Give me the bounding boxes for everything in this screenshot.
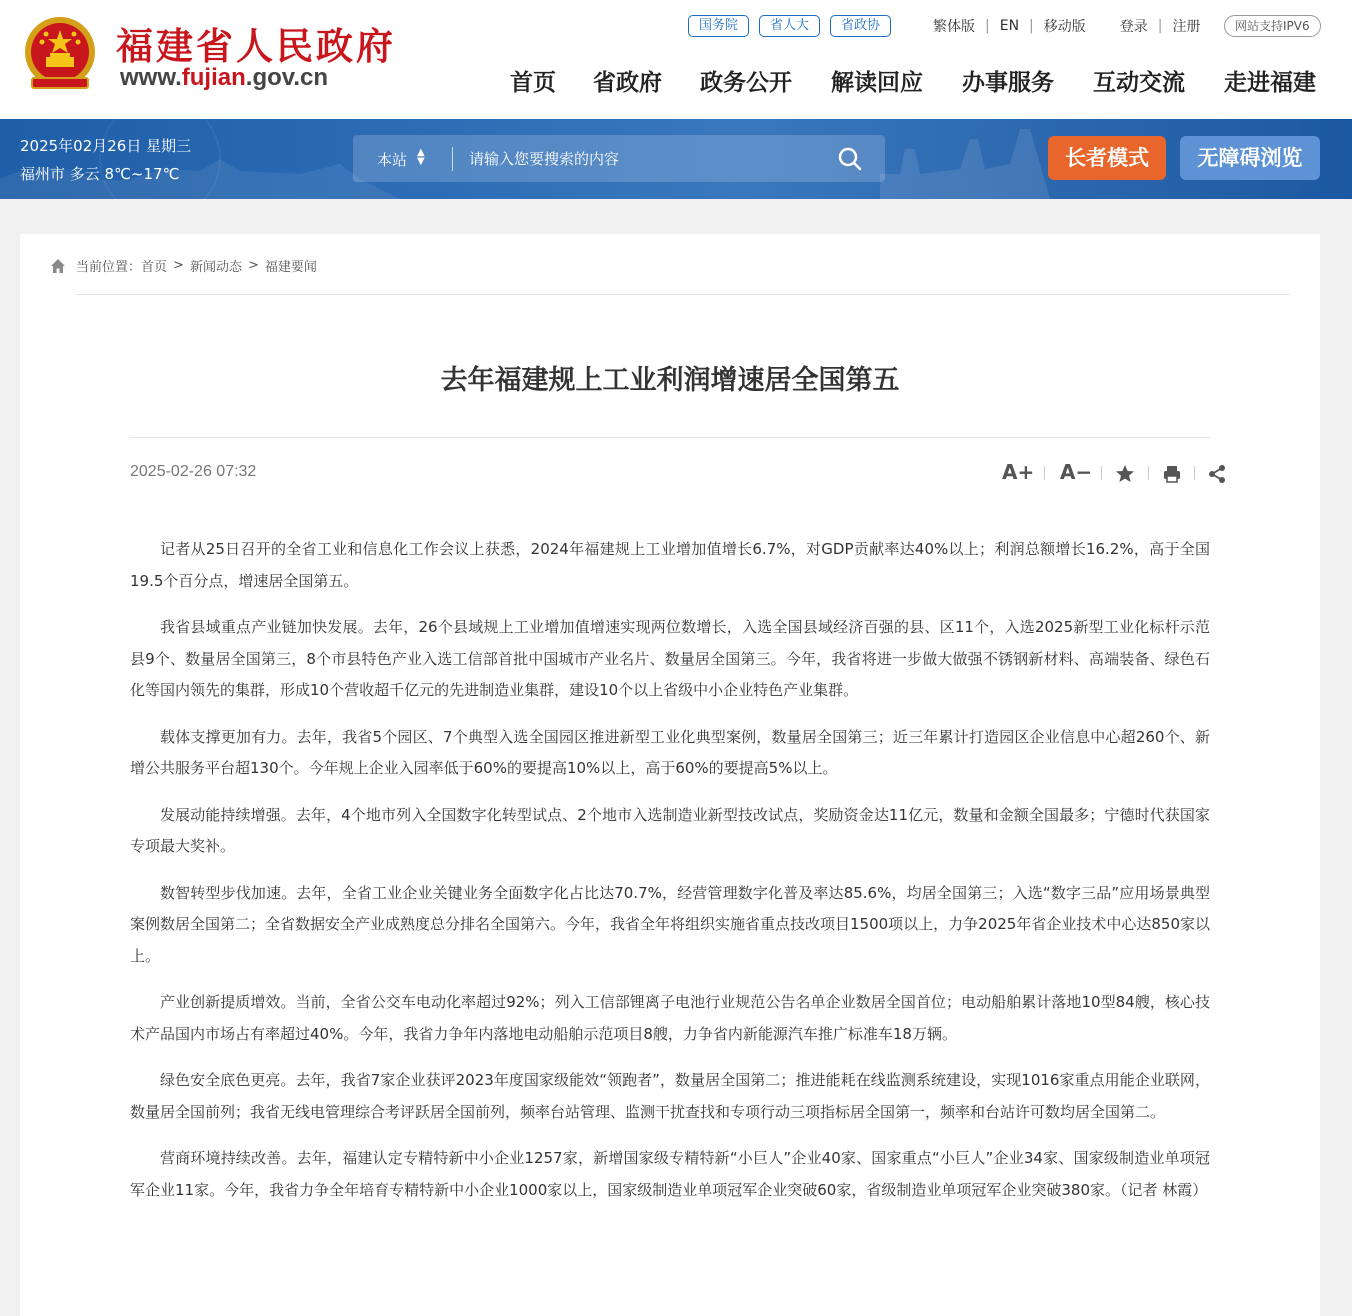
current-date: 2025年02月26日 星期三 bbox=[20, 137, 192, 155]
nav-interaction[interactable]: 互动交流 bbox=[1093, 70, 1185, 96]
site-url-suffix: .gov.cn bbox=[245, 64, 329, 91]
font-smaller-button[interactable]: A− bbox=[1060, 460, 1093, 484]
tool-separator bbox=[1101, 466, 1102, 480]
article-paragraph: 产业创新提质增效。当前，全省公交车电动化率超过92%；列入工信部锂离子电池行业规范公告名单企业数居全国首位；电动船舶累计落地10型84艘，核心技术产品国内市场占有率超过40%。今年，我省力争年内落地电动船舶示范项目8艘，力争省内新能源汽车推广标准车18万辆。 bbox=[130, 993, 1210, 1043]
article-paragraph: 我省县域重点产业链加快发展。去年，26个县域规上工业增加值增速实现两位数增长，入选全国县域经济百强的县、区11个，入选2025新型工业化标杆示范县9个、数量居全国第三，8个市县特色产业入选工信部首批中国城市产业名片、数量居全国第三。今年，我省将进一步做大做强不锈钢新材料、高端装备、绿色石化等国内领先的集群，形成10个营收超千亿元的先进制造业集群，建设10个以上省级中小企业特色产业集群。 bbox=[130, 618, 1210, 699]
login-link[interactable]: 登录 bbox=[1119, 19, 1148, 35]
banner bbox=[0, 119, 1352, 199]
site-title[interactable]: 福建省人民政府 bbox=[116, 24, 396, 68]
article-paragraph: 发展动能持续增强。去年，4个地市列入全国数字化转型试点、2个地市入选制造业新型技改试点，奖励资金达11亿元，数量和金额全国最多；宁德时代获国家专项最大奖补。 bbox=[130, 805, 1210, 855]
tool-separator bbox=[1194, 466, 1195, 480]
article-title: 去年福建规上工业利润增速居全国第五 bbox=[440, 365, 900, 396]
link-separator: | bbox=[985, 18, 990, 34]
main-nav bbox=[0, 64, 1352, 100]
search-icon[interactable] bbox=[837, 146, 863, 172]
breadcrumb-fujian-news[interactable]: 福建要闻 bbox=[264, 260, 317, 275]
nav-home[interactable]: 首页 bbox=[510, 70, 556, 96]
english-link[interactable]: EN bbox=[999, 18, 1020, 34]
ipv6-badge: 网站支持IPV6 bbox=[1224, 15, 1321, 37]
accessibility-button[interactable]: 无障碍浏览 bbox=[1180, 136, 1320, 180]
search-divider bbox=[452, 147, 453, 171]
breadcrumb bbox=[50, 256, 317, 275]
article-paragraph: 营商环境持续改善。去年，福建认定专精特新中小企业1257家，新增国家级专精特新“小巨人”企业40家、国家重点“小巨人”企业34家、国家级制造业单项冠军企业11家。今年，我省力争全年培育专精特新中小企业1000家以上，国家级制造业单项冠军企业突破60家，省级制造业单项冠军企业突破380家。（记者 林霞） bbox=[130, 1149, 1210, 1199]
tool-separator bbox=[1148, 466, 1149, 480]
mobile-version-link[interactable]: 移动版 bbox=[1043, 19, 1086, 35]
site-header bbox=[0, 0, 1352, 119]
badge-provincial-congress[interactable]: 省人大 bbox=[759, 15, 820, 37]
link-separator: | bbox=[1157, 18, 1163, 34]
search-input[interactable] bbox=[469, 147, 829, 171]
breadcrumb-home[interactable]: 首页 bbox=[141, 260, 168, 275]
search-box bbox=[353, 135, 885, 182]
font-larger-button[interactable]: A+ bbox=[1002, 460, 1035, 484]
breadcrumb-separator: > bbox=[173, 258, 184, 273]
site-url-prefix: www. bbox=[120, 64, 182, 91]
elder-mode-button[interactable]: 长者模式 bbox=[1048, 136, 1166, 180]
share-icon[interactable] bbox=[1207, 464, 1227, 484]
nav-about-fujian[interactable]: 走进福建 bbox=[1224, 70, 1316, 96]
nav-services[interactable]: 办事服务 bbox=[962, 70, 1054, 96]
print-icon[interactable] bbox=[1162, 464, 1182, 484]
weather-info: 福州市 多云 8℃~17℃ bbox=[20, 165, 180, 183]
site-url-domain: fujian bbox=[181, 64, 246, 91]
traditional-chinese-link[interactable]: 繁体版 bbox=[933, 19, 975, 35]
article-paragraph: 数智转型步伐加速。去年，全省工业企业关键业务全面数字化占比达70.7%，经营管理数字化普及率达85.6%，均居全国第三；入选“数字三品”应用场景典型案例数居全国第二；全省数据安全产业成熟度总分排名全国第六。今年，我省全年将组织实施省重点技改项目1500项以上，力争2025年省企业技术中心达850家以上。 bbox=[130, 883, 1210, 965]
breadcrumb-news[interactable]: 新闻动态 bbox=[189, 260, 242, 275]
star-favorite-icon[interactable] bbox=[1115, 464, 1135, 484]
article-body bbox=[130, 534, 1210, 1221]
tool-separator bbox=[1044, 466, 1045, 480]
nav-interpretation[interactable]: 解读回应 bbox=[831, 70, 923, 96]
top-badges bbox=[688, 15, 891, 37]
article-container bbox=[20, 234, 1320, 1316]
badge-state-council[interactable]: 国务院 bbox=[688, 15, 749, 37]
publish-date: 2025-02-26 07:32 bbox=[130, 463, 257, 480]
search-scope-select[interactable]: 本站 bbox=[377, 151, 408, 169]
nav-provincial-government[interactable]: 省政府 bbox=[593, 70, 662, 96]
updown-arrow-icon[interactable]: ▲ ▼ bbox=[417, 147, 425, 167]
nav-government-affairs[interactable]: 政务公开 bbox=[700, 70, 792, 96]
link-separator: | bbox=[1029, 18, 1034, 34]
article-paragraph: 记者从25日召开的全省工业和信息化工作会议上获悉，2024年福建规上工业增加值增长6.7%，对GDP贡献率达40%以上；利润总额增长16.2%，高于全国19.5个百分点，增速居全国第五。 bbox=[130, 540, 1210, 590]
badge-provincial-cppcc[interactable]: 省政协 bbox=[830, 15, 891, 37]
article-paragraph: 载体支撑更加有力。去年，我省5个园区、7个典型入选全国园区推进新型工业化典型案例，数量居全国第三；近三年累计打造园区企业信息中心超260个、新增公共服务平台超130个。今年规上企业入园率低于60%的要提高10%以上，高于60%的要提高5%以上。 bbox=[130, 727, 1210, 777]
article-paragraph: 绿色安全底色更亮。去年，我省7家企业获评2023年度国家级能效“领跑者”，数量居全国第二；推进能耗在线监测系统建设，实现1016家重点用能企业联网，数量居全国前列；我省无线电管理综合考评跃居全国前列，频率台站管理、监测干扰查找和专项行动三项指标居全国第一，频率和台站许可数均居全国第二。 bbox=[130, 1071, 1210, 1121]
home-icon bbox=[50, 258, 66, 274]
breadcrumb-separator: > bbox=[247, 258, 259, 273]
divider bbox=[130, 437, 1210, 438]
breadcrumb-prefix: 当前位置： bbox=[76, 260, 142, 275]
register-link[interactable]: 注册 bbox=[1172, 19, 1201, 35]
divider bbox=[76, 294, 1290, 295]
top-links bbox=[933, 16, 1200, 36]
